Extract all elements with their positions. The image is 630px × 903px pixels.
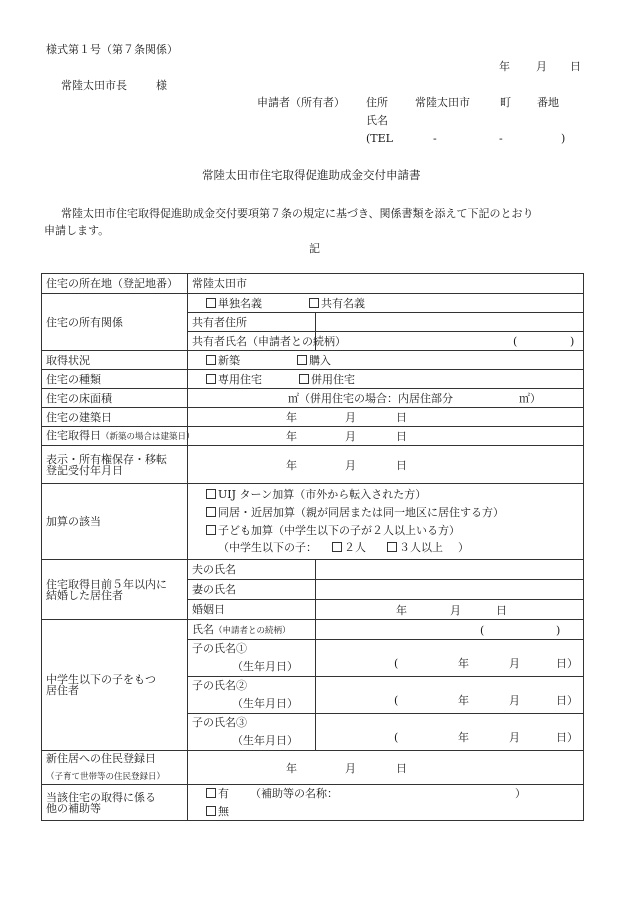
dedicated-house-label: 専用住宅 bbox=[218, 372, 262, 386]
year-label: 年 bbox=[458, 694, 469, 707]
floor-area-label: 住宅の床面積 bbox=[42, 389, 188, 408]
three-plus-checkbox[interactable] bbox=[387, 542, 397, 552]
table-row bbox=[42, 484, 584, 560]
bonus-child-count-label: （中学生以下の子： bbox=[218, 541, 317, 555]
table-row bbox=[42, 427, 584, 446]
birthdate-label: （生年月日） bbox=[232, 734, 298, 747]
joint-owner-checkbox[interactable] bbox=[309, 298, 319, 308]
husband-name-value[interactable] bbox=[316, 560, 584, 580]
month-label: 月 bbox=[509, 731, 520, 744]
purchase-checkbox[interactable] bbox=[297, 355, 307, 365]
wife-name-label: 妻の氏名 bbox=[188, 580, 316, 600]
paren-open: ( bbox=[513, 335, 518, 348]
month-label: 月 bbox=[345, 411, 356, 424]
built-date-label: 住宅の建築日 bbox=[42, 408, 188, 427]
birthdate-label: （生年月日） bbox=[232, 660, 298, 673]
single-owner-checkbox[interactable] bbox=[206, 298, 216, 308]
guardian-note: （申請者との続柄） bbox=[214, 625, 291, 636]
day-close: 日） bbox=[556, 694, 578, 707]
tel-close: ) bbox=[561, 132, 566, 145]
subsidy-no-checkbox[interactable] bbox=[206, 806, 216, 816]
subsidy-yes-checkbox[interactable] bbox=[206, 788, 216, 798]
year-label: 年 bbox=[286, 430, 297, 443]
form-number: 様式第１号（第７条関係） bbox=[46, 43, 178, 56]
combined-house-label: 併用住宅 bbox=[311, 372, 355, 386]
table-row bbox=[42, 351, 584, 370]
table-row bbox=[42, 751, 584, 785]
table-row bbox=[42, 274, 584, 294]
other-subsidy-label-2: 他の補助等 bbox=[46, 801, 101, 815]
day-label: 日 bbox=[396, 430, 407, 443]
name-label: 氏名 bbox=[366, 114, 388, 127]
children-label bbox=[42, 620, 188, 751]
day-close: 日） bbox=[556, 731, 578, 744]
tel-label: (TEL bbox=[366, 132, 393, 145]
child3-name-label: 子の氏名③ bbox=[192, 716, 247, 730]
day-close: 日） bbox=[556, 657, 578, 670]
date-month-label: 月 bbox=[536, 60, 547, 73]
month-label: 月 bbox=[509, 657, 520, 670]
subsidy-name-label: （補助等の名称： bbox=[250, 787, 338, 800]
close-paren: ） bbox=[458, 541, 469, 555]
single-owner-label: 単独名義 bbox=[218, 296, 262, 310]
married-label-1: 住宅取得日前５年以内に bbox=[46, 577, 167, 591]
acq-date-label-text: 住宅取得日 bbox=[46, 429, 101, 443]
paren-open: ( bbox=[480, 623, 485, 637]
body-text-line-1: 常陸太田市住宅取得促進助成金交付要項第７条の規定に基づき、関係書類を添えて下記のとおり bbox=[61, 207, 534, 220]
bonus-uij-label: UIJ ターン加算（市外から転入された方） bbox=[218, 488, 427, 502]
paren-open: ( bbox=[394, 694, 399, 707]
year-label: 年 bbox=[458, 731, 469, 744]
two-children-checkbox[interactable] bbox=[332, 542, 342, 552]
co-owner-address-value[interactable] bbox=[316, 313, 584, 332]
bonus-child-checkbox[interactable] bbox=[206, 525, 216, 535]
purchase-label: 購入 bbox=[309, 353, 331, 367]
year-label: 年 bbox=[458, 657, 469, 670]
year-label: 年 bbox=[286, 411, 297, 424]
year-label: 年 bbox=[396, 603, 407, 617]
registration-date-label bbox=[42, 446, 188, 484]
day-label: 日 bbox=[396, 458, 407, 472]
address-town: 町 bbox=[500, 96, 511, 109]
bonus-nearby-checkbox[interactable] bbox=[206, 507, 216, 517]
guardian-name-label: 氏名 bbox=[192, 622, 214, 636]
paren-close: ) bbox=[570, 335, 575, 348]
two-children-label: ２人 bbox=[344, 541, 366, 555]
address-label: 住所 bbox=[366, 96, 388, 109]
tel-dash-2: - bbox=[499, 132, 503, 145]
date-year-label: 年 bbox=[499, 60, 510, 73]
ki-marker: 記 bbox=[309, 242, 320, 255]
three-plus-label: ３人以上 bbox=[399, 541, 443, 555]
reg-label-2: 登記受付年月日 bbox=[46, 463, 123, 477]
children-label-2: 居住者 bbox=[46, 684, 79, 697]
bonus-label: 加算の該当 bbox=[42, 484, 188, 560]
acq-date-note: （新築の場合は建築日） bbox=[101, 432, 195, 443]
month-label: 月 bbox=[450, 603, 461, 617]
month-label: 月 bbox=[345, 430, 356, 443]
table-row bbox=[42, 620, 584, 640]
day-label: 日 bbox=[396, 411, 407, 424]
co-owner-name-label: 共有者氏名（申請者との続柄） bbox=[188, 332, 316, 351]
month-label: 月 bbox=[345, 458, 356, 472]
address-city: 常陸太田市 bbox=[415, 96, 470, 109]
table-row bbox=[42, 408, 584, 427]
body-text-line-2: 申請します。 bbox=[44, 224, 110, 237]
table-row bbox=[42, 785, 584, 821]
child2-name-label: 子の氏名② bbox=[192, 679, 247, 693]
bonus-uij-checkbox[interactable] bbox=[206, 489, 216, 499]
close-paren: ） bbox=[515, 787, 526, 800]
location-label: 住宅の所在地（登記地番） bbox=[42, 274, 188, 294]
month-label: 月 bbox=[509, 694, 520, 707]
bonus-child-label: 子ども加算（中学生以下の子が２人以上いる方） bbox=[218, 523, 460, 537]
location-value[interactable]: 常陸太田市 bbox=[188, 274, 584, 294]
co-owner-address-label: 共有者住所 bbox=[188, 313, 316, 332]
house-type-label: 住宅の種類 bbox=[42, 370, 188, 389]
paren-open: ( bbox=[394, 731, 399, 744]
husband-name-label: 夫の氏名 bbox=[188, 560, 316, 580]
dedicated-house-checkbox[interactable] bbox=[206, 374, 216, 384]
addressee: 常陸太田市長 bbox=[61, 79, 127, 92]
acq-date-label bbox=[42, 427, 195, 446]
other-subsidy-label bbox=[42, 785, 188, 821]
year-label: 年 bbox=[286, 761, 297, 775]
address-banchi: 番地 bbox=[537, 96, 559, 109]
new-build-checkbox[interactable] bbox=[206, 355, 216, 365]
combined-house-checkbox[interactable] bbox=[299, 374, 309, 384]
new-build-label: 新築 bbox=[218, 353, 240, 367]
subsidy-no-label: 無 bbox=[218, 804, 229, 818]
subsidy-yes-label: 有 bbox=[218, 787, 229, 800]
day-label: 日 bbox=[396, 761, 407, 775]
applicant-label: 申請者（所有者） bbox=[257, 96, 345, 109]
tel-dash-1: - bbox=[433, 132, 437, 145]
honorific: 様 bbox=[156, 79, 167, 92]
resident-reg-note: （子育て世帯等の住民登録日） bbox=[46, 771, 166, 782]
birthdate-label: （生年月日） bbox=[232, 697, 298, 710]
children-label-1: 中学生以下の子をもつ bbox=[46, 673, 156, 686]
date-day-label: 日 bbox=[570, 60, 581, 73]
married-label-2: 結婚した居住者 bbox=[46, 588, 123, 602]
other-subsidy-label-1: 当該住宅の取得に係る bbox=[46, 790, 156, 804]
paren-close: ) bbox=[556, 623, 561, 637]
paren-open: ( bbox=[394, 657, 399, 670]
ownership-label: 住宅の所有関係 bbox=[42, 294, 188, 351]
child1-name-label: 子の氏名① bbox=[192, 642, 247, 656]
day-label: 日 bbox=[496, 603, 507, 617]
married-label bbox=[42, 560, 188, 620]
co-owner-name-value[interactable] bbox=[316, 332, 584, 351]
table-row bbox=[42, 560, 584, 580]
floor-area-unit: ㎡） bbox=[519, 392, 541, 405]
acquisition-label: 取得状況 bbox=[42, 351, 188, 370]
application-table bbox=[41, 273, 584, 821]
reg-label-1: 表示・所有権保存・移転 bbox=[46, 452, 167, 466]
document-title: 常陸太田市住宅取得促進助成金交付申請書 bbox=[202, 168, 421, 182]
table-row bbox=[42, 370, 584, 389]
joint-owner-label: 共有名義 bbox=[321, 296, 365, 310]
resident-reg-label: 新住居への住民登録日 bbox=[46, 752, 156, 765]
wife-name-value[interactable] bbox=[316, 580, 584, 600]
table-row bbox=[42, 446, 584, 484]
table-row bbox=[42, 294, 584, 313]
marriage-date-label: 婚姻日 bbox=[188, 600, 316, 620]
month-label: 月 bbox=[345, 761, 356, 775]
bonus-nearby-label: 同居・近居加算（親が同居または同一地区に居住する方） bbox=[218, 505, 504, 519]
table-row bbox=[42, 389, 584, 408]
floor-area-text: ㎡（併用住宅の場合：内居住部分 bbox=[288, 392, 453, 405]
year-label: 年 bbox=[286, 458, 297, 472]
